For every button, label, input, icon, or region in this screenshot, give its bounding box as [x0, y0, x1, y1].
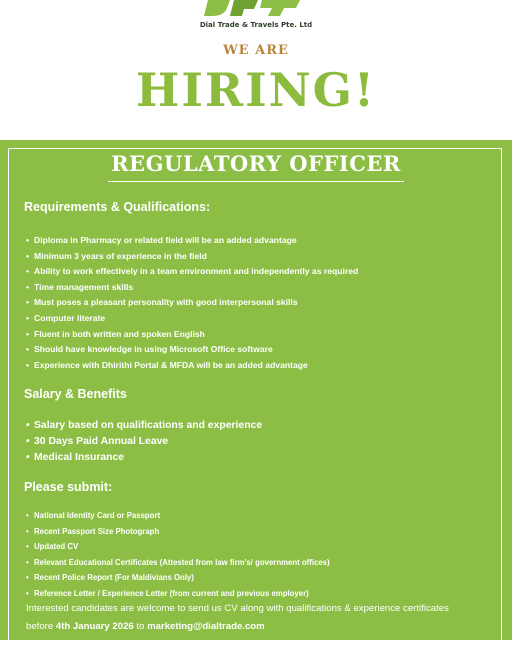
- requirement-item: • Ability to work effectively in a team environment and independently as required: [26, 264, 496, 280]
- salary-item: • Salary based on qualifications and experience: [26, 418, 496, 434]
- submit-item: • National Identity Card or Passport: [26, 508, 496, 524]
- submit-item: • Relevant Educational Certificates (Attested from law firm's/ government offices): [26, 555, 496, 571]
- job-details-panel: [0, 140, 512, 640]
- requirement-item: • Must poses a pleasant personality with good interpersonal skills: [26, 295, 496, 311]
- company-name: Dial Trade & Travels Pte. Ltd: [199, 21, 313, 29]
- deadline-date: 4th January 2026: [55, 621, 134, 632]
- poster-header: [0, 0, 512, 140]
- requirement-item: • Diploma in Pharmacy or related field will be an added advantage: [26, 233, 496, 249]
- requirement-item: • Experience with Dhirithi Portal & MFDA will be an added advantage: [26, 358, 496, 374]
- requirements-list: [26, 233, 496, 373]
- before-text: before: [26, 621, 54, 632]
- salary-list: [26, 418, 496, 466]
- submit-item: • Recent Police Report (For Maldivians Only): [26, 570, 496, 586]
- submit-item: • Reference Letter / Experience Letter (from current and previous employer): [26, 586, 496, 602]
- job-title: REGULATORY OFFICER: [111, 151, 401, 176]
- hiring-headline: HIRING!: [135, 63, 377, 117]
- deadline-line: [26, 618, 496, 636]
- requirement-item: • Computer literate: [26, 311, 496, 327]
- submit-item: • Updated CV: [26, 539, 496, 555]
- to-text: to: [136, 621, 145, 632]
- requirement-item: • Should have knowledge in using Microsoft Office software: [26, 342, 496, 358]
- submit-heading: Please submit:: [24, 480, 113, 494]
- salary-heading: Salary & Benefits: [24, 387, 127, 401]
- contact-email[interactable]: marketing@dialtrade.com: [147, 621, 265, 632]
- company-logo-icon: [200, 0, 310, 20]
- title-underline: [108, 181, 404, 182]
- salary-item: • 30 Days Paid Annual Leave: [26, 434, 496, 450]
- submit-list: [26, 508, 496, 601]
- salary-item: • Medical Insurance: [26, 450, 496, 466]
- application-instructions: [26, 600, 496, 636]
- requirement-item: • Time management skills: [26, 280, 496, 296]
- requirement-item: • Minimum 3 years of experience in the field: [26, 249, 496, 265]
- submit-item: • Recent Passport Size Photograph: [26, 524, 496, 540]
- instructions-line: Interested candidates are welcome to send us CV along with qualifications & experience certificates: [26, 603, 449, 614]
- we-are-text: WE ARE: [223, 43, 289, 58]
- requirements-heading: Requirements & Qualifications:: [24, 200, 211, 214]
- requirement-item: • Fluent in both written and spoken English: [26, 327, 496, 343]
